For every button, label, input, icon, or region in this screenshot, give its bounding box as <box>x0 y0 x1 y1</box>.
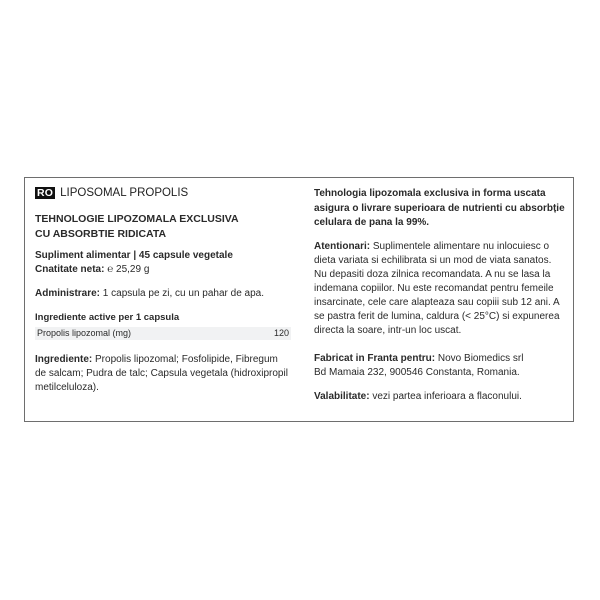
administration-label: Administrare: <box>35 288 101 299</box>
manufacturer-address: Bd Mamaia 232, 900546 Constanta, Romania. <box>314 366 520 378</box>
language-badge: RO <box>37 187 54 199</box>
validity <box>314 390 566 404</box>
manufacturer-name: Novo Biomedics srl <box>435 352 524 364</box>
supplement-info <box>35 249 291 277</box>
manufacturer <box>314 352 566 380</box>
title-row <box>35 187 291 199</box>
warnings-text: Suplimentele alimentare nu inlocuiesc o dieta variata si echilibrata si un mod de viata sanatos. Nu depasiti doza zilnica recomandata. A nu se lasa la indemana copiilor. Nu este recomandat pentru femeile insarcinate, cele care alapteaza sau copiii sub 12 ani. A se pastra ferit de lumina, caldura (< 25°C) si expunerea directa la soare, intr-un loc uscat. <box>314 240 560 336</box>
headline-line-2: CU ABSORBTIE RIDICATA <box>35 227 167 240</box>
ingredients-label: Ingrediente: <box>35 354 93 365</box>
net-quantity-label: Cnatitate neta: <box>35 264 105 275</box>
administration <box>35 287 291 301</box>
administration-text: 1 capsula pe zi, cu un pahar de apa. <box>100 288 265 299</box>
technology-text: Tehnologia lipozomala exclusiva in forma uscata asigura o livrare superioara de nutrienti cu absorbție celulara de pana la 99%. <box>314 188 565 228</box>
product-label <box>24 177 574 422</box>
ingredients-text: Propolis lipozomal; Fosfolipide, Fibregum de salcam; Pudra de talc; Capsula vegetala (hidroxipropil metilceluloza). <box>35 354 288 393</box>
ingredients <box>35 353 291 395</box>
warnings <box>314 240 566 338</box>
ingredient-amount: 120 <box>273 328 289 338</box>
warnings-label: Atentionari: <box>314 240 371 252</box>
active-ingredient-row <box>35 327 291 340</box>
ingredient-name: Propolis lipozomal (mg) <box>37 328 132 338</box>
headline-line-1: TEHNOLOGIE LIPOZOMALA EXCLUSIVA <box>35 213 239 225</box>
net-quantity-value: ℮ 25,29 g <box>107 264 150 275</box>
product-name: LIPOSOMAL PROPOLIS <box>60 187 189 199</box>
manufacturer-label: Fabricat in Franta pentru: <box>314 352 436 364</box>
label-right-column <box>314 187 566 404</box>
net-quantity <box>35 263 291 277</box>
headline <box>35 212 291 241</box>
active-ingredients-title: Ingrediente active per 1 capsula <box>35 312 180 323</box>
label-left-column <box>35 187 291 395</box>
validity-text: vezi partea inferioara a flaconului. <box>369 390 522 402</box>
supplement-line: Supliment alimentar | 45 capsule vegetale <box>35 250 233 261</box>
validity-label: Valabilitate: <box>314 390 370 402</box>
